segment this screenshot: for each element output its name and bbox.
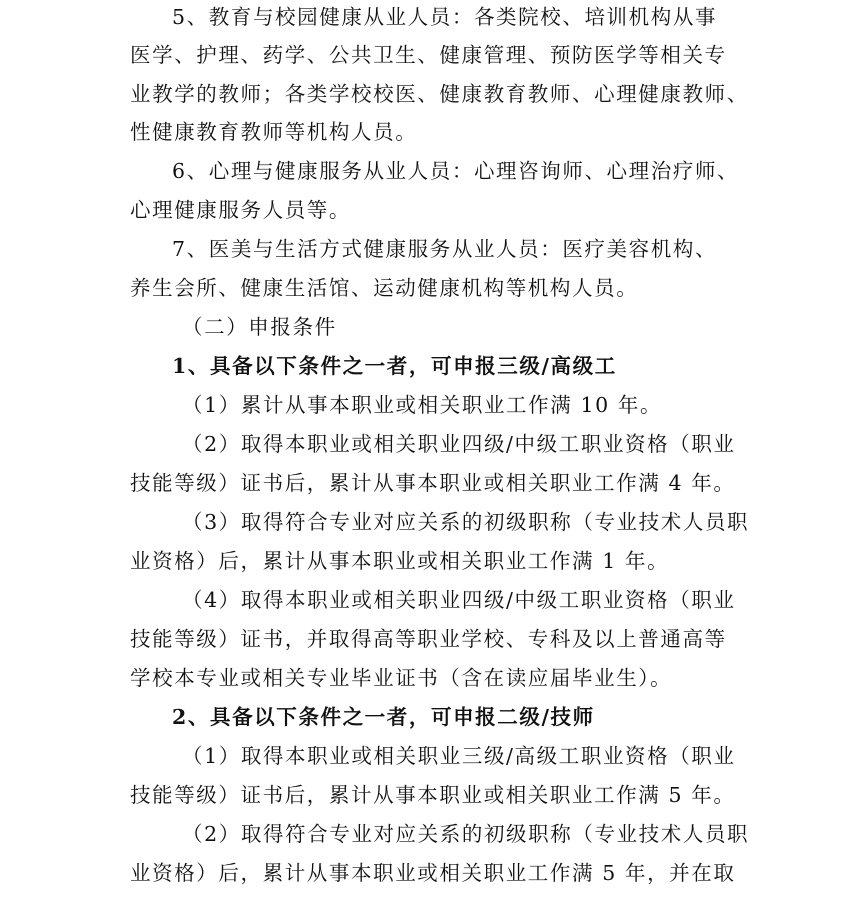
text-line: （2）取得本职业或相关职业四级/中级工职业资格（职业 bbox=[182, 432, 736, 456]
text-line: 7、医美与生活方式健康服务从业人员：医疗美容机构、 bbox=[172, 237, 718, 261]
text-line: （4）取得本职业或相关职业四级/中级工职业资格（职业 bbox=[182, 588, 736, 612]
section-heading: （二）申报条件 bbox=[182, 315, 337, 339]
text-line: 业资格）后，累计从事本职业或相关职业工作满 5 年，并在取 bbox=[130, 861, 736, 885]
text-line: （2）取得符合专业对应关系的初级职称（专业技术人员职 bbox=[182, 822, 750, 846]
text-line: （3）取得符合专业对应关系的初级职称（专业技术人员职 bbox=[182, 510, 750, 534]
text-line: 技能等级）证书后，累计从事本职业或相关职业工作满 4 年。 bbox=[130, 471, 736, 495]
text-line: 5、教育与校园健康从业人员：各类院校、培训机构从事 bbox=[172, 5, 718, 29]
text-line: 技能等级）证书后，累计从事本职业或相关职业工作满 5 年。 bbox=[130, 783, 736, 807]
text-line: （1）累计从事本职业或相关职业工作满 10 年。 bbox=[182, 393, 663, 417]
text-line: 性健康教育教师等机构人员。 bbox=[130, 120, 418, 144]
subsection-heading: 1、具备以下条件之一者，可申报三级/高级工 bbox=[172, 354, 617, 378]
text-line: 心理健康服务人员等。 bbox=[130, 198, 351, 222]
text-line: 业教学的教师；各类学校校医、健康教育教师、心理健康教师、 bbox=[130, 82, 749, 106]
subsection-heading: 2、具备以下条件之一者，可申报二级/技师 bbox=[172, 705, 595, 729]
text-line: 养生会所、健康生活馆、运动健康机构等机构人员。 bbox=[130, 276, 639, 300]
text-line: 业资格）后，累计从事本职业或相关职业工作满 1 年。 bbox=[130, 549, 670, 573]
text-line: 6、心理与健康服务从业人员：心理咨询师、心理治疗师、 bbox=[172, 159, 740, 183]
text-line: 学校本专业或相关专业毕业证书（含在读应届毕业生）。 bbox=[130, 666, 673, 690]
text-line: （1）取得本职业或相关职业三级/高级工职业资格（职业 bbox=[182, 744, 736, 768]
text-line: 技能等级）证书，并取得高等职业学校、专科及以上普通高等 bbox=[130, 627, 727, 651]
text-line: 医学、护理、药学、公共卫生、健康管理、预防医学等相关专 bbox=[130, 43, 727, 67]
